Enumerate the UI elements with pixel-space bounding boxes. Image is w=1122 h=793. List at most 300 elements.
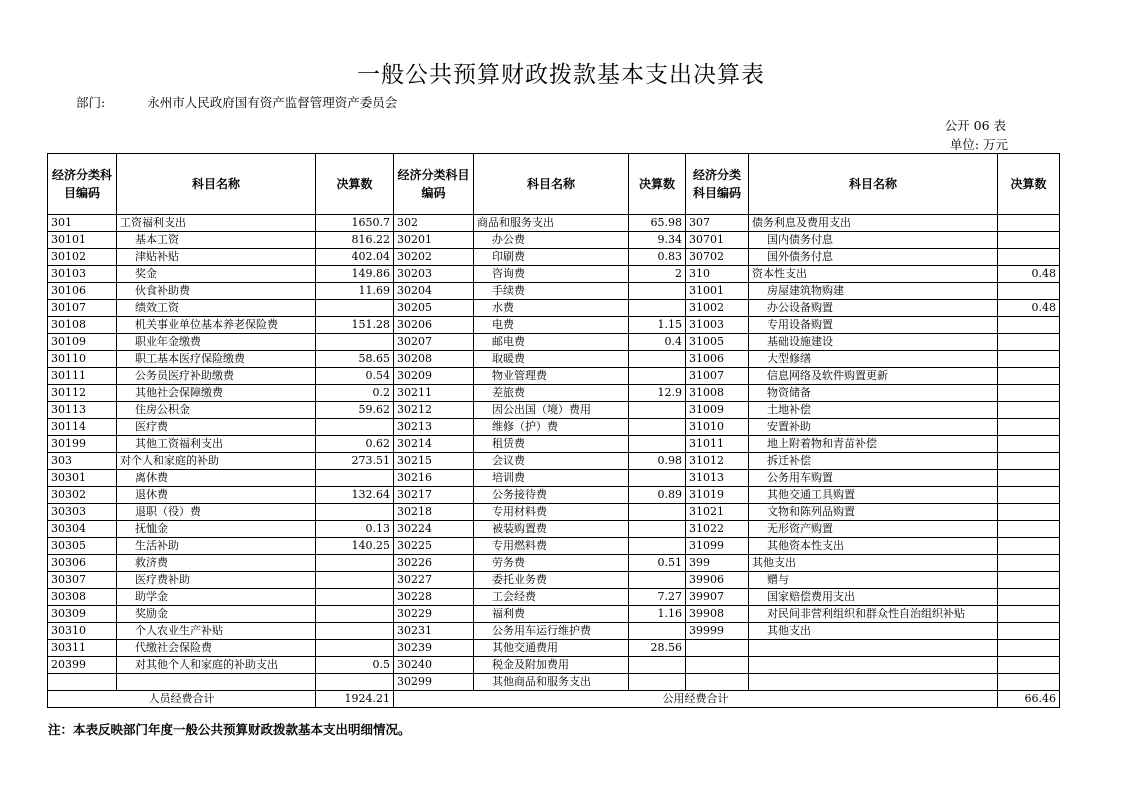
cell-code-2: 30205 xyxy=(394,300,474,317)
cell-name-1: 代缴社会保险费 xyxy=(117,640,316,657)
cell-code-2: 30215 xyxy=(394,453,474,470)
cell-amount-3: 0.48 xyxy=(998,266,1060,283)
cell-amount-1 xyxy=(316,334,394,351)
cell-amount-1: 149.86 xyxy=(316,266,394,283)
cell-amount-3 xyxy=(998,657,1060,674)
expenditure-table xyxy=(47,153,1060,708)
cell-amount-2 xyxy=(629,470,686,487)
department-line xyxy=(76,93,397,111)
header-code-2: 经济分类科目编码 xyxy=(394,154,474,215)
cell-amount-2 xyxy=(629,300,686,317)
cell-name-3: 地上附着物和青苗补偿 xyxy=(749,436,998,453)
cell-code-2: 30226 xyxy=(394,555,474,572)
table-row xyxy=(48,589,1060,606)
cell-name-2: 福利费 xyxy=(474,606,629,623)
table-row xyxy=(48,538,1060,555)
cell-amount-1: 816.22 xyxy=(316,232,394,249)
cell-name-1: 对其他个人和家庭的补助支出 xyxy=(117,657,316,674)
cell-name-3: 赠与 xyxy=(749,572,998,589)
cell-code-1: 30303 xyxy=(48,504,117,521)
cell-name-2: 差旅费 xyxy=(474,385,629,402)
header-name-1: 科目名称 xyxy=(117,154,316,215)
cell-name-2: 委托业务费 xyxy=(474,572,629,589)
cell-amount-2: 7.27 xyxy=(629,589,686,606)
public-total-value: 66.46 xyxy=(998,691,1060,708)
table-row xyxy=(48,300,1060,317)
cell-code-1: 30310 xyxy=(48,623,117,640)
department-name: 永州市人民政府国有资产监督管理资产委员会 xyxy=(147,95,398,110)
cell-code-1: 30307 xyxy=(48,572,117,589)
cell-name-3: 其他支出 xyxy=(749,623,998,640)
cell-code-2: 30218 xyxy=(394,504,474,521)
cell-code-1: 30302 xyxy=(48,487,117,504)
cell-name-2: 咨询费 xyxy=(474,266,629,283)
table-row xyxy=(48,572,1060,589)
cell-amount-2: 12.9 xyxy=(629,385,686,402)
cell-name-3: 办公设备购置 xyxy=(749,300,998,317)
table-row xyxy=(48,674,1060,691)
cell-name-3: 拆迁补偿 xyxy=(749,453,998,470)
cell-code-3: 31005 xyxy=(686,334,749,351)
header-amount-3: 决算数 xyxy=(998,154,1060,215)
cell-code-1: 303 xyxy=(48,453,117,470)
cell-name-2: 工会经费 xyxy=(474,589,629,606)
cell-name-2: 印刷费 xyxy=(474,249,629,266)
cell-amount-2: 0.98 xyxy=(629,453,686,470)
cell-amount-2 xyxy=(629,419,686,436)
cell-name-2: 其他交通费用 xyxy=(474,640,629,657)
cell-name-3: 基础设施建设 xyxy=(749,334,998,351)
cell-code-3: 31008 xyxy=(686,385,749,402)
cell-code-1: 30111 xyxy=(48,368,117,385)
cell-name-1: 其他社会保障缴费 xyxy=(117,385,316,402)
cell-name-3: 文物和陈列品购置 xyxy=(749,504,998,521)
cell-code-2: 30229 xyxy=(394,606,474,623)
table-row xyxy=(48,334,1060,351)
cell-name-1: 伙食补助费 xyxy=(117,283,316,300)
cell-code-2: 30239 xyxy=(394,640,474,657)
cell-amount-1 xyxy=(316,640,394,657)
cell-amount-1 xyxy=(316,419,394,436)
cell-name-3: 其他资本性支出 xyxy=(749,538,998,555)
cell-name-3: 其他交通工具购置 xyxy=(749,487,998,504)
cell-amount-1 xyxy=(316,606,394,623)
table-row xyxy=(48,521,1060,538)
cell-code-3: 31006 xyxy=(686,351,749,368)
cell-amount-1: 132.64 xyxy=(316,487,394,504)
cell-amount-3 xyxy=(998,249,1060,266)
cell-amount-2: 28.56 xyxy=(629,640,686,657)
cell-code-2: 30204 xyxy=(394,283,474,300)
cell-code-2: 30216 xyxy=(394,470,474,487)
cell-code-2: 30225 xyxy=(394,538,474,555)
cell-code-1: 30199 xyxy=(48,436,117,453)
cell-code-2: 30224 xyxy=(394,521,474,538)
cell-amount-1 xyxy=(316,589,394,606)
cell-code-2: 30207 xyxy=(394,334,474,351)
cell-code-3: 310 xyxy=(686,266,749,283)
cell-code-3 xyxy=(686,674,749,691)
table-row xyxy=(48,487,1060,504)
header-code-3: 经济分类科目编码 xyxy=(686,154,749,215)
cell-amount-3 xyxy=(998,555,1060,572)
cell-amount-2 xyxy=(629,436,686,453)
cell-name-2: 租赁费 xyxy=(474,436,629,453)
cell-amount-1: 151.28 xyxy=(316,317,394,334)
cell-amount-2 xyxy=(629,657,686,674)
cell-code-3 xyxy=(686,657,749,674)
cell-name-2: 劳务费 xyxy=(474,555,629,572)
cell-amount-1 xyxy=(316,504,394,521)
cell-name-3: 国内债务付息 xyxy=(749,232,998,249)
cell-code-2: 30228 xyxy=(394,589,474,606)
cell-code-3: 39907 xyxy=(686,589,749,606)
cell-name-1: 职工基本医疗保险缴费 xyxy=(117,351,316,368)
cell-code-2: 30240 xyxy=(394,657,474,674)
cell-code-1: 30306 xyxy=(48,555,117,572)
cell-name-1: 工资福利支出 xyxy=(117,215,316,232)
cell-code-3: 31003 xyxy=(686,317,749,334)
cell-name-1: 其他工资福利支出 xyxy=(117,436,316,453)
cell-name-1: 绩效工资 xyxy=(117,300,316,317)
cell-name-2: 被装购置费 xyxy=(474,521,629,538)
cell-amount-2: 9.34 xyxy=(629,232,686,249)
cell-name-1: 奖金 xyxy=(117,266,316,283)
cell-name-2: 邮电费 xyxy=(474,334,629,351)
header-name-3: 科目名称 xyxy=(749,154,998,215)
table-row xyxy=(48,504,1060,521)
table-row xyxy=(48,385,1060,402)
cell-amount-2 xyxy=(629,623,686,640)
cell-code-3: 31099 xyxy=(686,538,749,555)
cell-name-1: 职业年金缴费 xyxy=(117,334,316,351)
cell-code-3: 31007 xyxy=(686,368,749,385)
header-name-2: 科目名称 xyxy=(474,154,629,215)
cell-name-3: 房屋建筑物购建 xyxy=(749,283,998,300)
cell-code-2: 30202 xyxy=(394,249,474,266)
cell-code-3: 31009 xyxy=(686,402,749,419)
cell-code-2: 30201 xyxy=(394,232,474,249)
cell-amount-3 xyxy=(998,317,1060,334)
cell-amount-2 xyxy=(629,351,686,368)
cell-amount-3 xyxy=(998,538,1060,555)
cell-code-2: 30203 xyxy=(394,266,474,283)
cell-amount-1 xyxy=(316,555,394,572)
cell-amount-3 xyxy=(998,572,1060,589)
cell-amount-3 xyxy=(998,589,1060,606)
cell-code-1: 30305 xyxy=(48,538,117,555)
cell-code-3: 31022 xyxy=(686,521,749,538)
cell-code-3: 31013 xyxy=(686,470,749,487)
cell-amount-3 xyxy=(998,504,1060,521)
cell-code-3: 31002 xyxy=(686,300,749,317)
cell-code-2: 302 xyxy=(394,215,474,232)
cell-amount-3 xyxy=(998,674,1060,691)
cell-name-3: 国家赔偿费用支出 xyxy=(749,589,998,606)
cell-name-1: 生活补助 xyxy=(117,538,316,555)
cell-amount-1: 0.5 xyxy=(316,657,394,674)
cell-code-1: 30108 xyxy=(48,317,117,334)
page-title: 一般公共预算财政拨款基本支出决算表 xyxy=(357,62,765,88)
cell-code-1: 30311 xyxy=(48,640,117,657)
cell-name-1: 医疗费补助 xyxy=(117,572,316,589)
table-row xyxy=(48,640,1060,657)
cell-name-3: 国外债务付息 xyxy=(749,249,998,266)
cell-amount-1: 58.65 xyxy=(316,351,394,368)
cell-code-1: 30103 xyxy=(48,266,117,283)
table-header-row xyxy=(48,154,1060,215)
cell-code-3: 30701 xyxy=(686,232,749,249)
cell-amount-1: 0.54 xyxy=(316,368,394,385)
table-row xyxy=(48,249,1060,266)
table-row xyxy=(48,623,1060,640)
public-total-label: 公用经费合计 xyxy=(394,691,998,708)
cell-name-1 xyxy=(117,674,316,691)
cell-code-3: 31021 xyxy=(686,504,749,521)
table-row xyxy=(48,606,1060,623)
table-row xyxy=(48,232,1060,249)
cell-amount-2 xyxy=(629,402,686,419)
cell-amount-1: 0.62 xyxy=(316,436,394,453)
footnote: 注：本表反映部门年度一般公共预算财政拨款基本支出明细情况。 xyxy=(48,722,411,737)
cell-amount-3 xyxy=(998,640,1060,657)
table-row xyxy=(48,436,1060,453)
cell-name-3 xyxy=(749,674,998,691)
cell-amount-1: 273.51 xyxy=(316,453,394,470)
cell-amount-1 xyxy=(316,470,394,487)
cell-code-1: 30309 xyxy=(48,606,117,623)
cell-name-2: 公务用车运行维护费 xyxy=(474,623,629,640)
table-row xyxy=(48,351,1060,368)
cell-name-2: 电费 xyxy=(474,317,629,334)
table-row xyxy=(48,419,1060,436)
cell-name-2: 培训费 xyxy=(474,470,629,487)
cell-code-3: 31019 xyxy=(686,487,749,504)
cell-amount-3 xyxy=(998,419,1060,436)
cell-amount-3 xyxy=(998,521,1060,538)
cell-amount-2: 0.51 xyxy=(629,555,686,572)
cell-name-3: 土地补偿 xyxy=(749,402,998,419)
cell-code-1: 30301 xyxy=(48,470,117,487)
cell-amount-3 xyxy=(998,215,1060,232)
cell-name-3 xyxy=(749,657,998,674)
table-row xyxy=(48,215,1060,232)
cell-code-2: 30211 xyxy=(394,385,474,402)
cell-amount-2: 2 xyxy=(629,266,686,283)
cell-code-1: 30109 xyxy=(48,334,117,351)
cell-amount-3 xyxy=(998,487,1060,504)
cell-code-2: 30206 xyxy=(394,317,474,334)
cell-amount-2 xyxy=(629,674,686,691)
cell-name-1: 退职（役）费 xyxy=(117,504,316,521)
cell-name-1: 机关事业单位基本养老保险费 xyxy=(117,317,316,334)
cell-amount-3 xyxy=(998,436,1060,453)
cell-amount-2: 65.98 xyxy=(629,215,686,232)
cell-name-1: 医疗费 xyxy=(117,419,316,436)
cell-amount-2 xyxy=(629,368,686,385)
cell-name-2: 专用燃料费 xyxy=(474,538,629,555)
cell-name-1: 抚恤金 xyxy=(117,521,316,538)
cell-amount-3 xyxy=(998,623,1060,640)
table-row xyxy=(48,555,1060,572)
cell-name-2: 维修（护）费 xyxy=(474,419,629,436)
cell-name-2: 办公费 xyxy=(474,232,629,249)
cell-code-1 xyxy=(48,674,117,691)
cell-code-1: 30308 xyxy=(48,589,117,606)
cell-code-1: 30102 xyxy=(48,249,117,266)
cell-name-3: 专用设备购置 xyxy=(749,317,998,334)
cell-code-3: 31011 xyxy=(686,436,749,453)
cell-name-2: 专用材料费 xyxy=(474,504,629,521)
cell-name-2: 水费 xyxy=(474,300,629,317)
cell-code-3: 39906 xyxy=(686,572,749,589)
cell-name-2: 取暖费 xyxy=(474,351,629,368)
cell-amount-3 xyxy=(998,283,1060,300)
cell-amount-1: 140.25 xyxy=(316,538,394,555)
cell-amount-2 xyxy=(629,283,686,300)
cell-name-3: 债务利息及费用支出 xyxy=(749,215,998,232)
cell-code-1: 30110 xyxy=(48,351,117,368)
cell-amount-3 xyxy=(998,453,1060,470)
cell-amount-2: 1.15 xyxy=(629,317,686,334)
cell-amount-2: 0.83 xyxy=(629,249,686,266)
cell-name-2: 公务接待费 xyxy=(474,487,629,504)
cell-name-1: 津贴补贴 xyxy=(117,249,316,266)
cell-code-1: 30112 xyxy=(48,385,117,402)
cell-code-2: 30209 xyxy=(394,368,474,385)
cell-name-3: 大型修缮 xyxy=(749,351,998,368)
cell-code-1: 30113 xyxy=(48,402,117,419)
cell-amount-3: 0.48 xyxy=(998,300,1060,317)
cell-code-3: 399 xyxy=(686,555,749,572)
totals-row xyxy=(48,691,1060,708)
cell-name-1: 基本工资 xyxy=(117,232,316,249)
cell-code-1: 30106 xyxy=(48,283,117,300)
cell-amount-3 xyxy=(998,368,1060,385)
cell-amount-3 xyxy=(998,334,1060,351)
cell-amount-3 xyxy=(998,470,1060,487)
cell-name-1: 奖励金 xyxy=(117,606,316,623)
cell-code-1: 30304 xyxy=(48,521,117,538)
table-row xyxy=(48,317,1060,334)
table-row xyxy=(48,368,1060,385)
cell-code-3: 307 xyxy=(686,215,749,232)
cell-name-1: 住房公积金 xyxy=(117,402,316,419)
table-row xyxy=(48,266,1060,283)
cell-name-3: 资本性支出 xyxy=(749,266,998,283)
cell-amount-2 xyxy=(629,538,686,555)
cell-amount-3 xyxy=(998,351,1060,368)
cell-name-3: 信息网络及软件购置更新 xyxy=(749,368,998,385)
cell-code-3 xyxy=(686,640,749,657)
cell-code-3: 39908 xyxy=(686,606,749,623)
cell-code-2: 30213 xyxy=(394,419,474,436)
cell-amount-1: 59.62 xyxy=(316,402,394,419)
cell-code-3: 30702 xyxy=(686,249,749,266)
cell-name-1: 离休费 xyxy=(117,470,316,487)
cell-name-1: 救济费 xyxy=(117,555,316,572)
cell-name-3 xyxy=(749,640,998,657)
department-label: 部门: xyxy=(76,95,106,110)
cell-amount-3 xyxy=(998,232,1060,249)
cell-amount-1: 402.04 xyxy=(316,249,394,266)
header-code-1: 经济分类科目编码 xyxy=(48,154,117,215)
form-number: 公开 06 表 xyxy=(944,118,1006,133)
cell-code-1: 30101 xyxy=(48,232,117,249)
cell-amount-1: 0.2 xyxy=(316,385,394,402)
cell-name-1: 公务员医疗补助缴费 xyxy=(117,368,316,385)
unit-label: 单位: 万元 xyxy=(949,137,1008,152)
cell-code-3: 31001 xyxy=(686,283,749,300)
cell-name-2: 商品和服务支出 xyxy=(474,215,629,232)
cell-name-2: 手续费 xyxy=(474,283,629,300)
table-row xyxy=(48,453,1060,470)
cell-name-3: 其他支出 xyxy=(749,555,998,572)
cell-code-2: 30208 xyxy=(394,351,474,368)
cell-amount-1 xyxy=(316,572,394,589)
personnel-total-value: 1924.21 xyxy=(316,691,394,708)
cell-code-2: 30212 xyxy=(394,402,474,419)
cell-name-1: 对个人和家庭的补助 xyxy=(117,453,316,470)
cell-name-1: 助学金 xyxy=(117,589,316,606)
cell-amount-1 xyxy=(316,623,394,640)
cell-amount-2 xyxy=(629,572,686,589)
cell-name-3: 对民间非营利组织和群众性自治组织补贴 xyxy=(749,606,998,623)
cell-amount-1: 0.13 xyxy=(316,521,394,538)
cell-code-3: 39999 xyxy=(686,623,749,640)
cell-name-2: 因公出国（境）费用 xyxy=(474,402,629,419)
cell-code-2: 30299 xyxy=(394,674,474,691)
cell-code-2: 30227 xyxy=(394,572,474,589)
header-amount-2: 决算数 xyxy=(629,154,686,215)
cell-name-2: 其他商品和服务支出 xyxy=(474,674,629,691)
cell-code-1: 20399 xyxy=(48,657,117,674)
header-amount-1: 决算数 xyxy=(316,154,394,215)
cell-code-3: 31010 xyxy=(686,419,749,436)
cell-amount-2 xyxy=(629,521,686,538)
cell-name-2: 物业管理费 xyxy=(474,368,629,385)
cell-amount-1 xyxy=(316,300,394,317)
cell-name-3: 安置补助 xyxy=(749,419,998,436)
cell-code-2: 30214 xyxy=(394,436,474,453)
cell-code-1: 30114 xyxy=(48,419,117,436)
cell-name-3: 物资储备 xyxy=(749,385,998,402)
cell-code-2: 30231 xyxy=(394,623,474,640)
cell-amount-2: 0.89 xyxy=(629,487,686,504)
cell-amount-2: 1.16 xyxy=(629,606,686,623)
cell-amount-3 xyxy=(998,385,1060,402)
table-body xyxy=(48,215,1060,691)
cell-name-2: 会议费 xyxy=(474,453,629,470)
table-row xyxy=(48,283,1060,300)
cell-name-1: 退休费 xyxy=(117,487,316,504)
cell-name-3: 无形资产购置 xyxy=(749,521,998,538)
cell-amount-1: 11.69 xyxy=(316,283,394,300)
table-row xyxy=(48,657,1060,674)
cell-name-3: 公务用车购置 xyxy=(749,470,998,487)
cell-name-1: 个人农业生产补贴 xyxy=(117,623,316,640)
cell-amount-1 xyxy=(316,674,394,691)
cell-amount-2: 0.4 xyxy=(629,334,686,351)
cell-code-3: 31012 xyxy=(686,453,749,470)
cell-name-2: 税金及附加费用 xyxy=(474,657,629,674)
cell-amount-3 xyxy=(998,606,1060,623)
cell-code-2: 30217 xyxy=(394,487,474,504)
cell-code-1: 301 xyxy=(48,215,117,232)
cell-amount-3 xyxy=(998,402,1060,419)
table-row xyxy=(48,470,1060,487)
cell-code-1: 30107 xyxy=(48,300,117,317)
